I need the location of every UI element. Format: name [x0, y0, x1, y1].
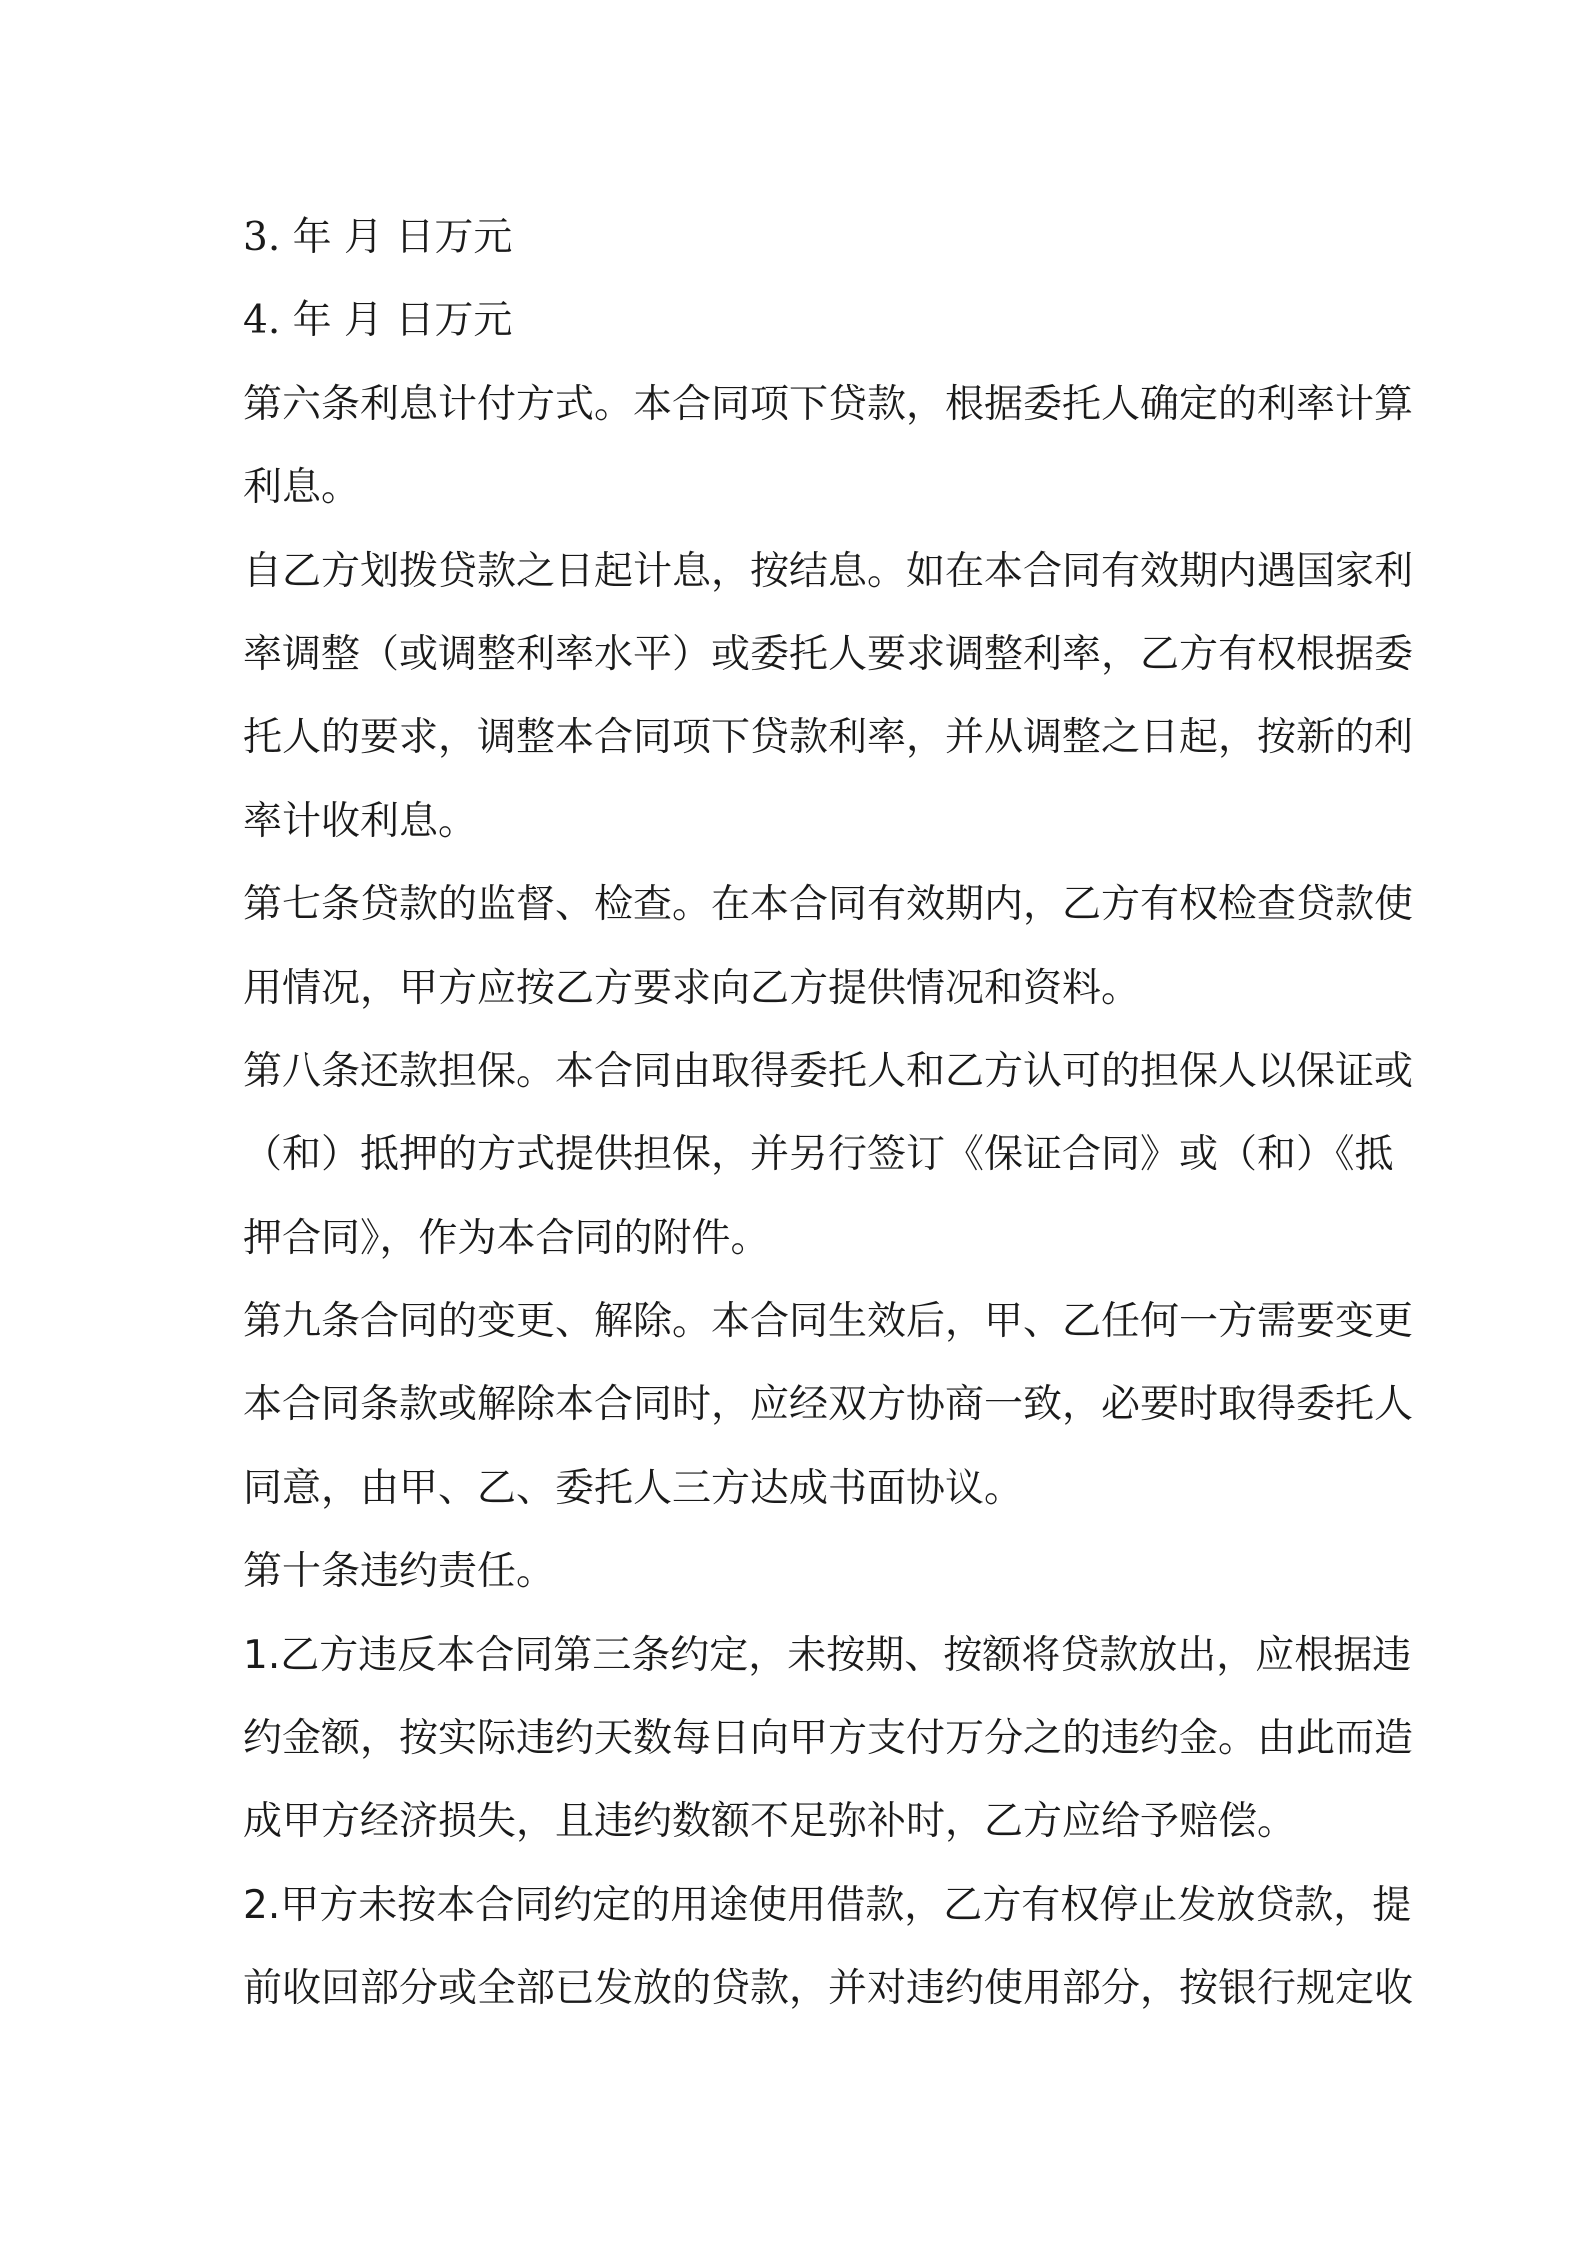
- article-10-item-2-line-2: 前收回部分或全部已发放的贷款，并对违约使用部分，按银行规定收: [243, 1966, 1414, 2012]
- article-10-item-1-line-1: 1.乙方违反本合同第三条约定，未按期、按额将贷款放出，应根据违: [243, 1632, 1412, 1678]
- article-10-item-1-line-3: 成甲方经济损失，且违约数额不足弥补时，乙方应给予赔偿。: [243, 1799, 1297, 1845]
- article-10-heading: 第十条违约责任。: [243, 1549, 556, 1595]
- article-8-line-2: （和）抵押的方式提供担保，并另行签订《保证合同》或（和）《抵: [243, 1132, 1394, 1178]
- text-line-1: 3. 年 月 日万元: [243, 215, 513, 260]
- article-9-line-1: 第九条合同的变更、解除。本合同生效后，甲、乙任何一方需要变更: [243, 1299, 1414, 1345]
- article-6-line-2: 利息。: [243, 465, 361, 511]
- text-line-2: 4. 年 月 日万元: [243, 298, 513, 344]
- article-9-line-3: 同意，由甲、乙、委托人三方达成书面协议。: [243, 1465, 1024, 1511]
- article-10-item-2-line-1: 2.甲方未按本合同约定的用途使用借款，乙方有权停止发放贷款，提: [243, 1882, 1412, 1928]
- article-6-line-1: 第六条利息计付方式。本合同项下贷款，根据委托人确定的利率计算: [243, 381, 1414, 427]
- interest-paragraph-line-3: 托人的要求，调整本合同项下贷款利率，并从调整之日起，按新的利: [243, 715, 1414, 761]
- document-body: [243, 196, 1414, 2031]
- article-9-line-2: 本合同条款或解除本合同时，应经双方协商一致，必要时取得委托人: [243, 1382, 1414, 1428]
- article-7-line-2: 用情况，甲方应按乙方要求向乙方提供情况和资料。: [243, 965, 1141, 1011]
- article-8-line-1: 第八条还款担保。本合同由取得委托人和乙方认可的担保人以保证或: [243, 1048, 1414, 1094]
- article-10-item-1-line-2: 约金额，按实际违约天数每日向甲方支付万分之的违约金。由此而造: [243, 1716, 1414, 1762]
- interest-paragraph-line-1: 自乙方划拨贷款之日起计息，按结息。如在本合同有效期内遇国家利: [243, 548, 1414, 594]
- interest-paragraph-line-4: 率计收利息。: [243, 798, 478, 844]
- article-8-line-3: 押合同》，作为本合同的附件。: [243, 1215, 770, 1261]
- article-7-line-1: 第七条贷款的监督、检查。在本合同有效期内，乙方有权检查贷款使: [243, 882, 1414, 928]
- interest-paragraph-line-2: 率调整（或调整利率水平）或委托人要求调整利率，乙方有权根据委: [243, 631, 1414, 677]
